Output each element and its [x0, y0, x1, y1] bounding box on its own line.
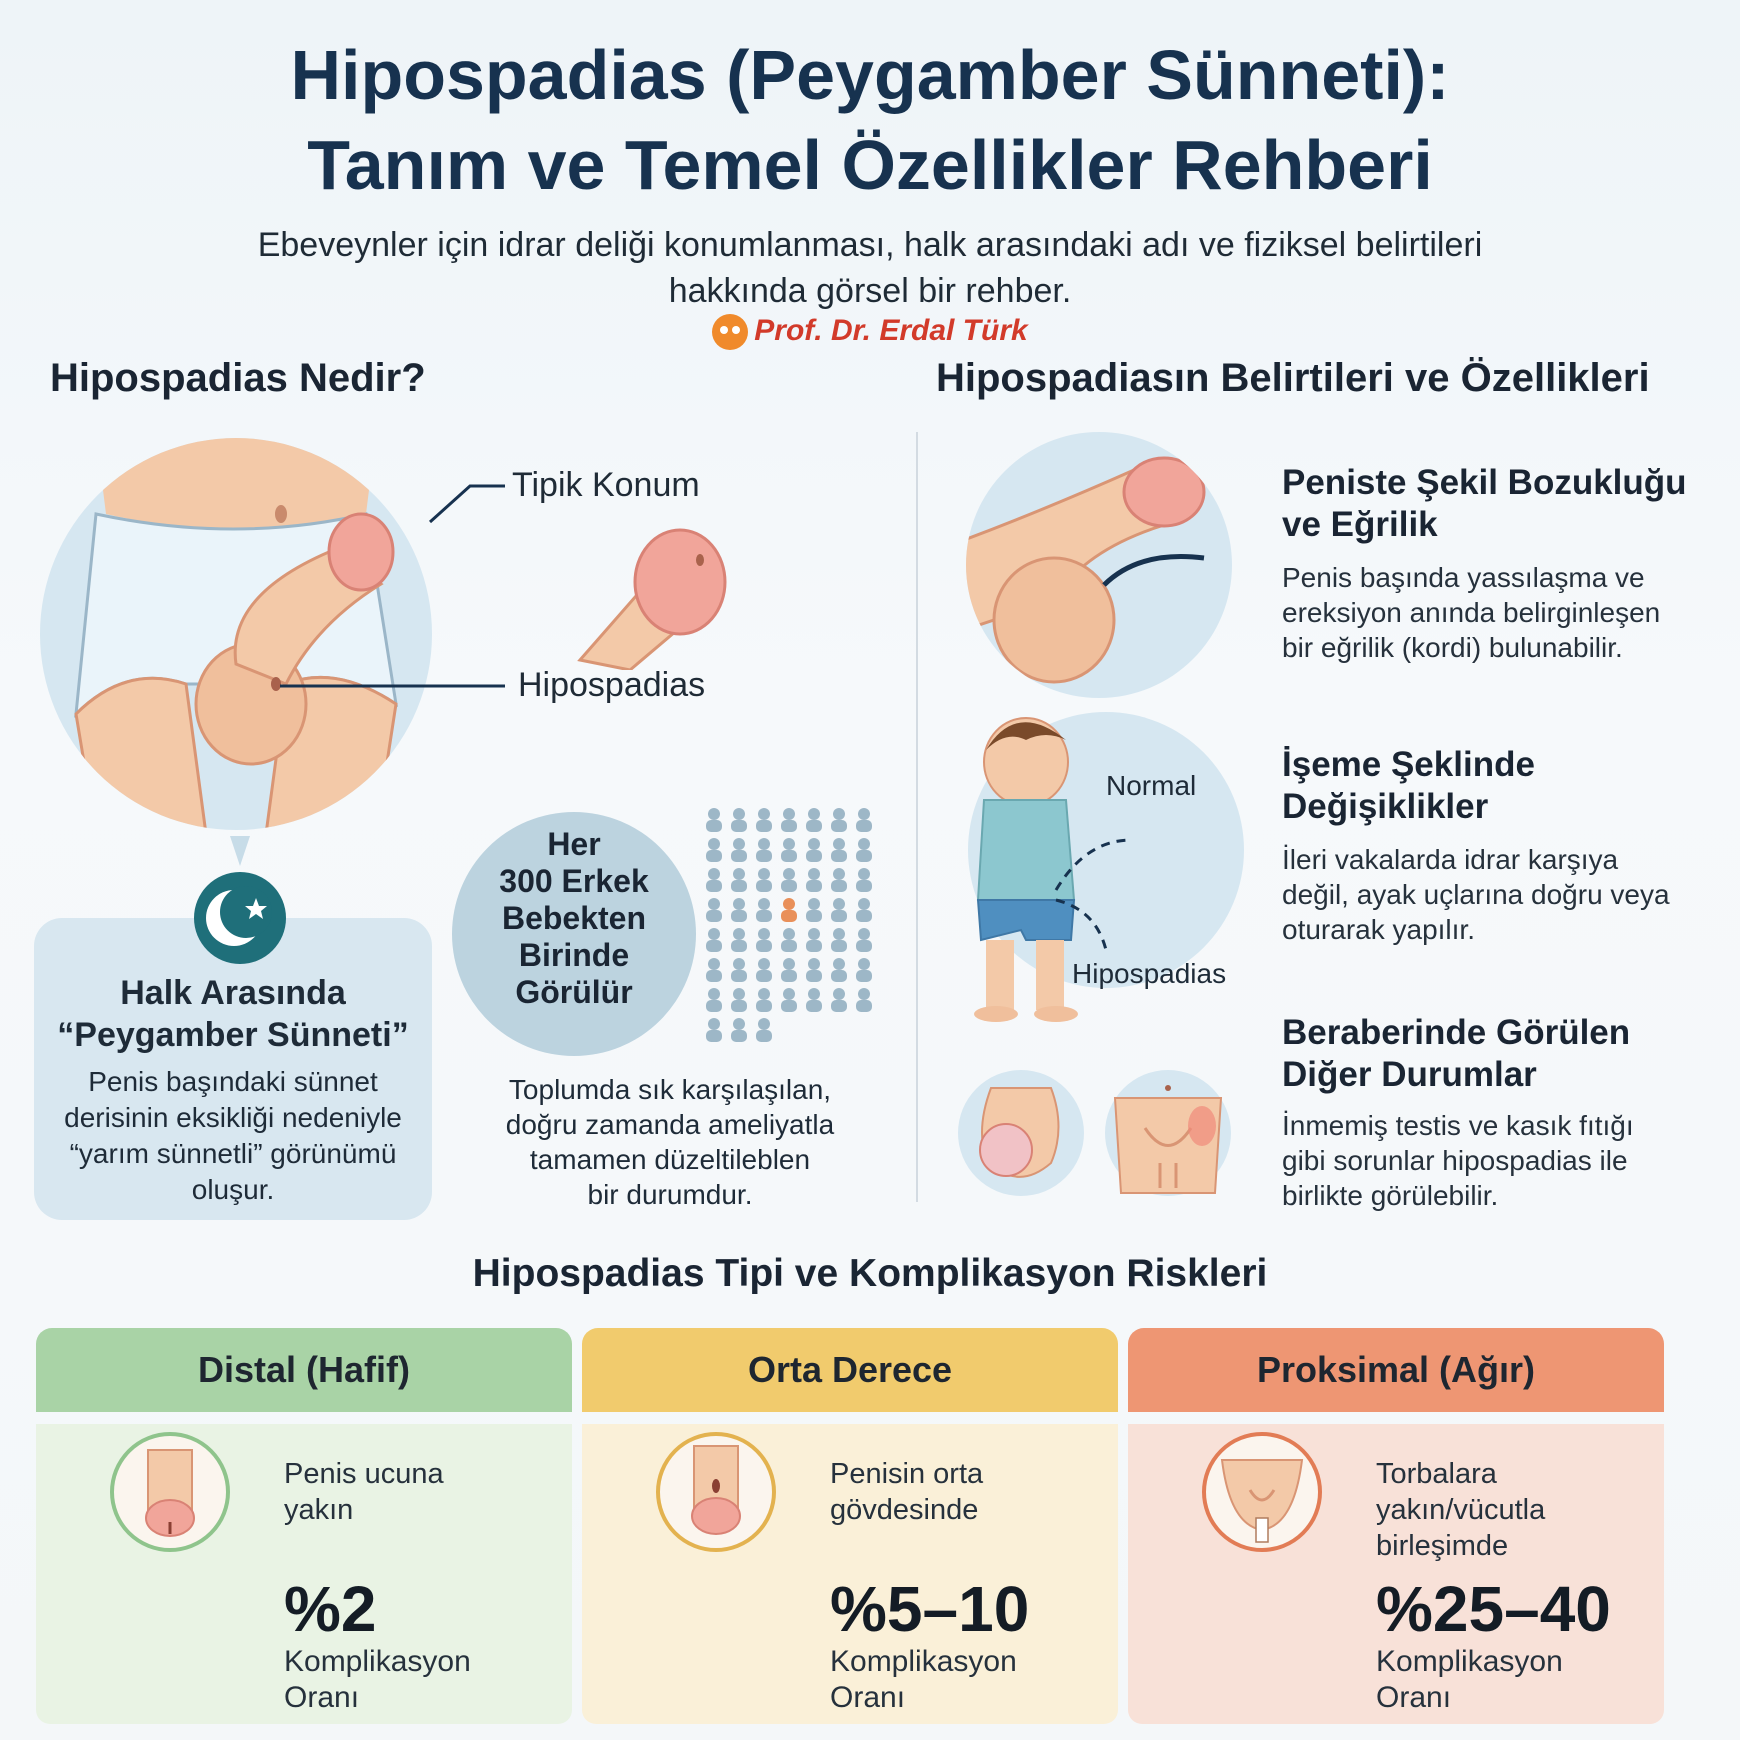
- tier-location-icon: [654, 1430, 778, 1554]
- folk-name-title: [34, 972, 432, 1056]
- crescent-star-icon: [190, 836, 290, 966]
- tier-header: Orta Derece: [582, 1328, 1118, 1412]
- subtitle-line2: hakkında görsel bir rehber.: [668, 272, 1072, 310]
- feature-text-line: gibi sorunlar hipospadias ile: [1282, 1145, 1628, 1176]
- tier-rate-label-line: Komplikasyon: [830, 1645, 1017, 1678]
- section-heading-symptoms: Hipospadiasın Belirtileri ve Özellikleri: [936, 356, 1650, 400]
- types-heading: Hipospadias Tipi ve Komplikasyon Riskleri: [472, 1252, 1268, 1295]
- subtitle-line1: Ebeveynler için idrar deliği konumlanması, halk arasındaki adı ve fiziksel belirtileri: [257, 226, 1483, 264]
- folk-title-line2: “Peygamber Sünneti”: [57, 1016, 409, 1054]
- label-hypospadias: Hipospadias: [518, 666, 706, 704]
- statistic-description: [470, 1072, 870, 1212]
- label-normal: Normal: [1106, 770, 1197, 801]
- feature-text-line: ereksiyon anında belirginleşen: [1282, 597, 1661, 628]
- tier-rate-label-line: Oranı: [284, 1681, 360, 1714]
- tier-rate-label-line: Komplikasyon: [284, 1645, 471, 1678]
- stat-desc-line: Toplumda sık karşılaşılan,: [508, 1074, 832, 1105]
- folk-text-line: Penis başındaki sünnet: [88, 1066, 378, 1097]
- tier-complication-rate: %2: [284, 1573, 377, 1645]
- feature-text-line: oturarak yapılır.: [1282, 914, 1475, 945]
- section-heading-what: Hipospadias Nedir?: [50, 356, 426, 400]
- feature-title-line: Peniste Şekil Bozukluğu: [1282, 463, 1687, 502]
- folk-title-line1: Halk Arasında: [120, 974, 346, 1012]
- folk-text-line: derisinin eksikliği nedeniyle: [64, 1102, 402, 1133]
- stat-desc-line: tamamen düzeltileblen: [529, 1144, 811, 1175]
- undescended-testis-illustration: [956, 1068, 1086, 1198]
- statistic-text: [452, 826, 696, 1011]
- tier-rate-label-line: Komplikasyon: [1376, 1645, 1563, 1678]
- page-title-line1: Hipospadias (Peygamber Sünneti):: [290, 36, 1450, 114]
- tier-location-icon: [1200, 1430, 1324, 1554]
- feature-text-line: birlikte görülebilir.: [1282, 1180, 1499, 1211]
- feature-title-line: Değişiklikler: [1282, 787, 1489, 826]
- curvature-illustration: [964, 430, 1234, 700]
- tier-rate-label: [284, 1644, 471, 1716]
- tier-complication-rate: %5–10: [830, 1573, 1030, 1645]
- inguinal-hernia-illustration: [1100, 1068, 1236, 1198]
- feature-3-text: [1282, 1108, 1634, 1213]
- tier-location-text: [284, 1456, 568, 1528]
- page-title-line2: Tanım ve Temel Özellikler Rehberi: [307, 126, 1433, 204]
- tier-location-line: Penisin orta: [830, 1458, 984, 1490]
- glans-illustration: [570, 520, 740, 670]
- brand-name: Prof. Dr. Erdal Türk: [754, 314, 1028, 347]
- feature-2-text: [1282, 842, 1670, 947]
- stat-line: Her: [547, 826, 601, 862]
- feature-title-line: İşeme Şeklinde: [1282, 745, 1535, 784]
- feature-2-title: [1282, 744, 1535, 828]
- tier-rate-label: [1376, 1644, 1563, 1716]
- stat-desc-line: doğru zamanda ameliyatla: [505, 1109, 835, 1140]
- tier-location-text: [1376, 1456, 1660, 1564]
- tier-header: Distal (Hafif): [36, 1328, 572, 1412]
- tier-location-line: Torbalara yakın/vücutla: [1376, 1458, 1546, 1526]
- feature-text-line: Penis başında yassılaşma ve: [1282, 562, 1645, 593]
- feature-text-line: değil, ayak uçlarına doğru veya: [1282, 879, 1670, 910]
- tier-header: Proksimal (Ağır): [1128, 1328, 1664, 1412]
- folk-text-line: oluşur.: [191, 1174, 275, 1205]
- stat-line: 300 Erkek: [499, 863, 649, 899]
- label-hypospadias-stream: Hipospadias: [1072, 958, 1227, 989]
- tier-location-line: birleşimde: [1376, 1530, 1509, 1562]
- stat-line: Görülür: [515, 974, 633, 1010]
- stat-desc-line: bir durumdur.: [587, 1179, 753, 1210]
- tier-location-line: yakın: [284, 1494, 354, 1526]
- tier-complication-rate: %25–40: [1376, 1573, 1611, 1645]
- tier-rate-label-line: Oranı: [830, 1681, 906, 1714]
- feature-text-line: bir eğrilik (kordi) bulunabilir.: [1282, 632, 1623, 663]
- feature-title-line: Diğer Durumlar: [1282, 1055, 1537, 1094]
- feature-1-text: [1282, 560, 1660, 665]
- label-typical-position: Tipik Konum: [512, 466, 700, 504]
- feature-title-line: Beraberinde Görülen: [1282, 1013, 1631, 1052]
- feature-1-title: [1282, 462, 1687, 546]
- feature-title-line: ve Eğrilik: [1282, 505, 1438, 544]
- feature-text-line: İnmemiş testis ve kasık fıtığı: [1282, 1110, 1634, 1141]
- baby-grid-icon: [704, 806, 884, 1056]
- tier-location-line: gövdesinde: [830, 1494, 979, 1526]
- feature-text-line: İleri vakalarda idrar karşıya: [1282, 844, 1619, 875]
- tier-location-icon: [108, 1430, 232, 1554]
- stat-line: Birinde: [518, 937, 630, 973]
- feature-3-title: [1282, 1012, 1630, 1096]
- tier-location-line: Penis ucuna: [284, 1458, 444, 1490]
- folk-text-line: “yarım sünnetli” görünümü: [69, 1138, 397, 1169]
- tier-rate-label: [830, 1644, 1017, 1716]
- tier-rate-label-line: Oranı: [1376, 1681, 1452, 1714]
- folk-name-text: [34, 1064, 432, 1208]
- tier-location-text: [830, 1456, 1114, 1528]
- stat-line: Bebekten: [501, 900, 647, 936]
